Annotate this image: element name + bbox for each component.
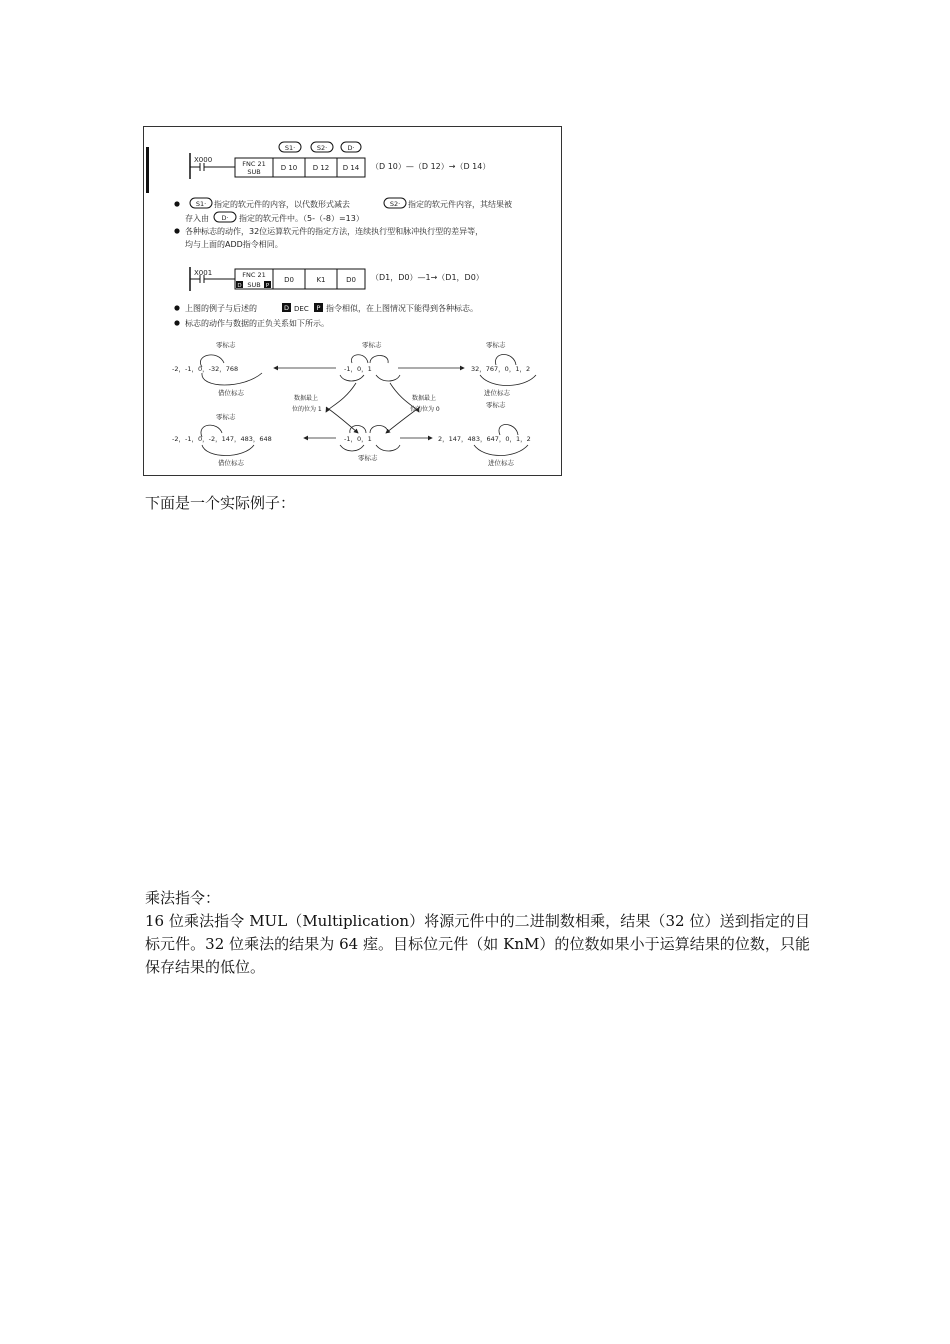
svg-text:借位标志: 借位标志 (218, 459, 244, 467)
svg-text:数据最上: 数据最上 (412, 395, 437, 402)
svg-text:指定的软元件中。（5-（-8）=13）: 指定的软元件中。（5-（-8）=13） (239, 214, 364, 223)
svg-text:D0: D0 (346, 276, 356, 284)
svg-text:D: D (283, 304, 290, 312)
instruction-figure (143, 126, 562, 476)
sub-instruction-diagram (144, 127, 563, 477)
svg-text:-2，-1，0，-2，147，483，648: -2，-1，0，-2，147，483，648 (172, 435, 272, 443)
svg-text:32，767，0，1，2: 32，767，0，1，2 (471, 365, 531, 373)
svg-text:零标志: 零标志 (486, 401, 506, 409)
ladder-2 (190, 267, 484, 291)
ladder-1 (190, 142, 490, 179)
tag-d: D· (347, 144, 355, 152)
svg-text:DEC: DEC (294, 305, 309, 313)
fnc-name-1: SUB (247, 168, 261, 176)
contact-x001: X001 (194, 269, 213, 277)
operand-2: D 12 (312, 164, 330, 172)
contact-x000: X000 (194, 156, 213, 164)
svg-text:P: P (265, 283, 270, 289)
svg-text:D·: D· (221, 214, 229, 222)
svg-text:位的位为 0: 位的位为 0 (410, 406, 440, 413)
svg-text:零标志: 零标志 (216, 413, 236, 421)
svg-text:存入由: 存入由 (185, 214, 209, 223)
svg-text:零标志: 零标志 (486, 341, 506, 349)
svg-text:S1·: S1· (195, 200, 207, 208)
example-caption: 下面是一个实际例子： (145, 494, 296, 512)
svg-text:各种标志的动作，32位运算软元件的指定方法，连续执行型和脉冲: 各种标志的动作，32位运算软元件的指定方法，连续执行型和脉冲执行型的差异等， (185, 227, 484, 236)
svg-text:指定的软元件内容，其结果被: 指定的软元件内容，其结果被 (408, 200, 512, 209)
left-bar (146, 147, 149, 193)
svg-text:标志的动作与数据的正负关系如下所示。: 标志的动作与数据的正负关系如下所示。 (185, 319, 329, 328)
svg-text:S2·: S2· (389, 200, 401, 208)
tag-s1: S1· (284, 144, 296, 152)
bullet-block-2 (174, 303, 478, 328)
svg-text:2，147，483，647，0，1，2: 2，147，483，647，0，1，2 (438, 435, 531, 443)
svg-text:D: D (237, 283, 242, 289)
bullet-block-1 (174, 198, 512, 249)
svg-text:-1，0，1: -1，0，1 (344, 435, 372, 443)
svg-text:零标志: 零标志 (362, 341, 382, 349)
svg-text:数据最上: 数据最上 (294, 395, 319, 402)
svg-text:-2，-1，0，-32，768: -2，-1，0，-32，768 (172, 365, 239, 373)
multiplication-section (145, 887, 810, 979)
tag-s2: S2· (316, 144, 328, 152)
operand-3: D 14 (342, 164, 360, 172)
svg-text:零标志: 零标志 (216, 341, 236, 349)
svg-text:D0: D0 (284, 276, 294, 284)
svg-text:进位标志: 进位标志 (488, 459, 514, 467)
svg-text:进位标志: 进位标志 (484, 389, 510, 397)
svg-text:P: P (316, 304, 321, 312)
svg-text:借位标志: 借位标志 (218, 389, 244, 397)
svg-text:SUB: SUB (247, 281, 261, 289)
svg-text:上图的例子与后述的: 上图的例子与后述的 (185, 304, 257, 313)
svg-text:-1，0，1: -1，0，1 (344, 365, 372, 373)
svg-text:K1: K1 (316, 276, 326, 284)
svg-text:指定的软元件的内容，以代数形式减去: 指定的软元件的内容，以代数形式减去 (214, 200, 350, 209)
section-paragraph: 16 位乘法指令 MUL（Multiplication）将源元件中的二进制数相乘，结果（32 位）送到指定的目标元件。32 位乘法的结果为 64 痓。目标位元件（如 KnM）的位数如果小于运算结果的位数，只能保存结果的低位。 (145, 912, 810, 976)
operand-1: D 10 (280, 164, 298, 172)
svg-text:均与上面的ADD指令相同。: 均与上面的ADD指令相同。 (185, 240, 283, 249)
formula-1: （D 10）—（D 12）→（D 14） (371, 162, 491, 171)
svg-text:零标志: 零标志 (358, 454, 378, 462)
svg-text:指令相似，在上图情况下能得到各种标志。: 指令相似，在上图情况下能得到各种标志。 (326, 304, 478, 313)
formula-2: （D1，D0）—1→（D1，D0） (371, 273, 484, 282)
svg-text:FNC 21: FNC 21 (242, 271, 266, 279)
fnc-code-1: FNC 21 (242, 160, 266, 168)
flag-diagram (172, 340, 536, 467)
svg-text:位的位为 1: 位的位为 1 (292, 406, 322, 413)
section-heading: 乘法指令： (145, 889, 221, 907)
